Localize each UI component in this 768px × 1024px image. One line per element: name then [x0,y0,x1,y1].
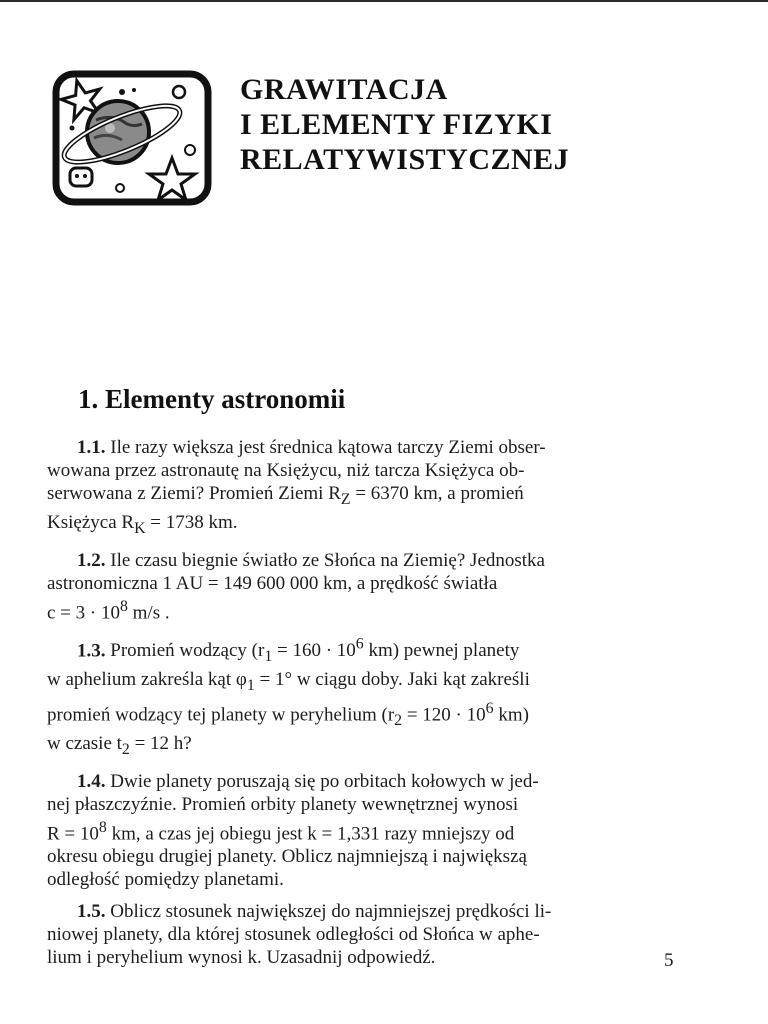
problem-item [47,549,680,624]
problem-text-line: nej płaszczyźnie. Promień orbity planety wewnętrznej wynosi [47,793,519,815]
problem-text-line: Księżyca $R_K = 1738$ km. [47,511,238,537]
problem-text-line: niowej planety, dla której stosunek odległości od Słońca w aphe- [47,924,540,946]
section-title: 1. Elementy astronomii [78,384,346,414]
problem-text-line: $c = 3 \cdot 10^8$ m/s . [47,597,170,623]
problem-text-line: wowana przez astronautę na Księżycu, niż tarcza Księżyca ob- [47,460,525,481]
problem-number: 1.1. [77,437,106,458]
problem-text-line: serwowana z Ziemi? Promień Ziemi $R_Z = 6370$ km, a promień [47,483,524,508]
planet-stars-icon [52,70,212,206]
chapter-title-line: RELATYWISTYCZNEJ [240,143,570,176]
problem-number: 1.3. [77,640,106,662]
chapter-title [240,72,720,177]
problem-item [47,436,680,540]
problem-text-line: $R = 10^8$ km, a czas jej obiegu jest k = 1,331 razy mniejszy od [47,818,515,845]
problem-item [47,633,680,761]
problem-number: 1.2. [77,549,106,571]
page-top-edge [0,0,768,2]
problem-text-line: promień wodzący tej planety w peryhelium ($r_2 = 120 \cdot 10^6$ km) [47,699,529,729]
problem-text-line: w czasie $t_2 = 12$ h? [47,732,192,758]
problem-text-line: 1.4. Dwie planety poruszają się po orbitach kołowych w jed- [77,770,539,792]
problem-text-line: astronomiczna 1 AU = 149 600 000 km, a prędkość światła [47,572,498,594]
problem-number: 1.5. [77,901,106,923]
problem-text-line: okresu obiegu drugiej planety. Oblicz najmniejszą i największą [47,846,527,868]
problem-text-line: lium i peryhelium wynosi k. Uzasadnij odpowiedź. [47,947,436,969]
problem-text-line: 1.3. Promień wodzący ($r_1 = 160 \cdot 10^6$ km) pewnej planety [77,635,520,666]
problem-text-line: 1.2. Ile czasu biegnie światło ze Słońca na Ziemię? Jednostka [77,549,545,571]
problem-text-line: 1.1. Ile razy większa jest średnica kątowa tarczy Ziemi obser- [77,437,546,458]
problem-text-line: w aphelium zakreśla kąt $\varphi_1 = 1^\circ$ w ciągu doby. Jaki kąt zakreśli [47,669,530,694]
problem-text-line: 1.5. Oblicz stosunek największej do najmniejszej prędkości li- [77,901,552,923]
problem-item [47,900,680,969]
problem-item [47,770,680,891]
chapter-title-line: I ELEMENTY FIZYKI [240,108,553,141]
chapter-title-line: GRAWITACJA [240,73,448,106]
problem-number: 1.4. [77,770,106,792]
problem-text-line: odległość pomiędzy planetami. [47,869,284,891]
page-number: 5 [664,950,674,971]
problem-list [47,436,680,978]
